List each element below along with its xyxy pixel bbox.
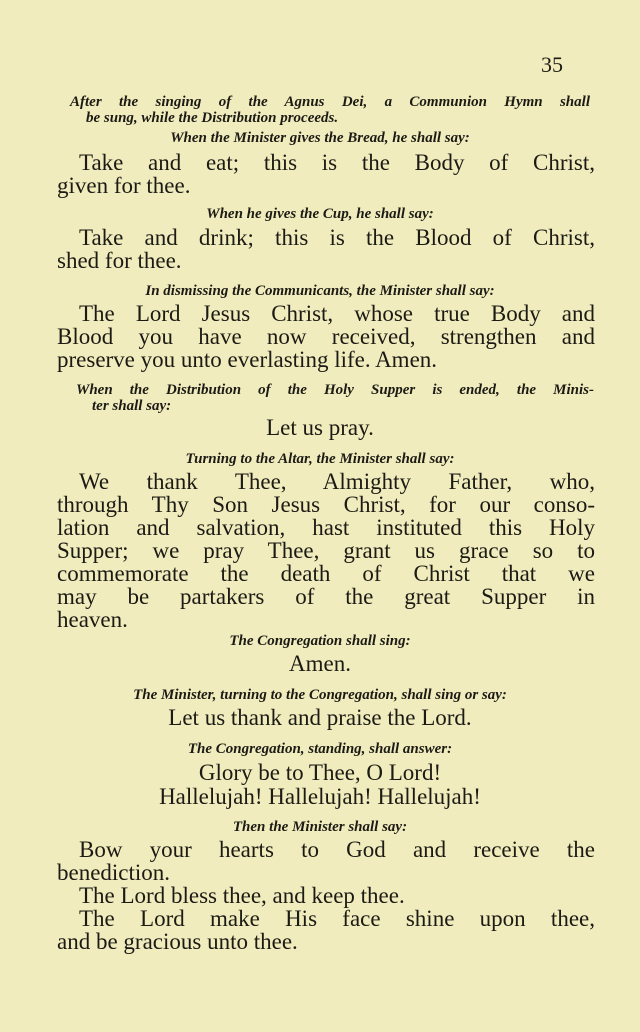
text-line: and be gracious unto thee. xyxy=(57,929,298,954)
text-line: The Lord make His face shine upon thee, xyxy=(79,906,595,931)
text-line: through Thy Son Jesus Christ, for our conso- xyxy=(57,492,595,517)
text-line: The Lord bless thee, and keep thee. xyxy=(79,883,405,908)
text-line: preserve you unto everlasting life. Amen. xyxy=(57,347,438,372)
rubric-minister-say: Then the Minister shall say: xyxy=(232,819,408,835)
rubric-line: After the singing of the Agnus Dei, a Communion Hymn shall xyxy=(70,94,590,110)
rubric-congregation-sing: The Congregation shall sing: xyxy=(229,633,411,649)
rubric-line: When the Distribution of the Holy Supper is ended, the Minis- xyxy=(76,382,594,398)
rubric-minister-turning: The Minister, turning to the Congregation, shall sing or say: xyxy=(133,687,507,703)
text-line: commemorate the death of Christ that we xyxy=(57,561,595,586)
text-benediction xyxy=(57,838,595,953)
text-line: Supper; we pray Thee, grant us grace so to xyxy=(57,538,595,563)
text-dismissal-blessing xyxy=(57,302,595,371)
text-line: We thank Thee, Almighty Father, who, xyxy=(79,469,595,494)
text-thank-and-praise: Let us thank and praise the Lord. xyxy=(168,705,472,730)
rubric-line: ter shall say: xyxy=(92,398,172,414)
rubric-congregation-standing: The Congregation, standing, shall answer: xyxy=(187,741,453,757)
text-glory-line: Glory be to Thee, O Lord! xyxy=(198,760,442,785)
text-amen: Amen. xyxy=(289,651,351,676)
text-thanksgiving-prayer xyxy=(57,470,595,631)
text-bread xyxy=(57,151,595,197)
text-line: heaven. xyxy=(57,607,128,632)
rubric-turning-altar: Turning to the Altar, the Minister shall say: xyxy=(185,451,455,467)
text-line: Take and eat; this is the Body of Christ, xyxy=(79,150,595,175)
page-number: 35 xyxy=(541,52,563,77)
text-line: Blood you have now received, strengthen and xyxy=(57,324,595,349)
text-let-us-pray: Let us pray. xyxy=(266,415,374,440)
rubric-dismissing: In dismissing the Communicants, the Minister shall say: xyxy=(145,283,495,299)
text-line: benediction. xyxy=(57,860,171,885)
rubric-communion-hymn xyxy=(70,94,590,110)
text-line: lation and salvation, hast instituted this Holy xyxy=(57,515,595,540)
text-line: Bow your hearts to God and receive the xyxy=(79,837,595,862)
rubric-bread: When the Minister gives the Bread, he shall say: xyxy=(170,130,470,146)
rubric-distribution-ended-cont xyxy=(92,398,171,414)
text-line: The Lord Jesus Christ, whose true Body and xyxy=(79,301,595,326)
text-line: given for thee. xyxy=(57,173,191,198)
text-hallelujah-line: Hallelujah! Hallelujah! Hallelujah! xyxy=(159,784,481,809)
rubric-distribution-ended xyxy=(76,382,594,398)
text-line: shed for thee. xyxy=(57,248,182,273)
rubric-communion-hymn-cont xyxy=(86,110,338,126)
text-cup xyxy=(57,226,595,272)
text-line: Take and drink; this is the Blood of Christ, xyxy=(79,225,595,250)
text-line: may be partakers of the great Supper in xyxy=(57,584,595,609)
rubric-cup: When he gives the Cup, he shall say: xyxy=(206,206,434,222)
rubric-line: be sung, while the Distribution proceeds. xyxy=(86,110,339,126)
